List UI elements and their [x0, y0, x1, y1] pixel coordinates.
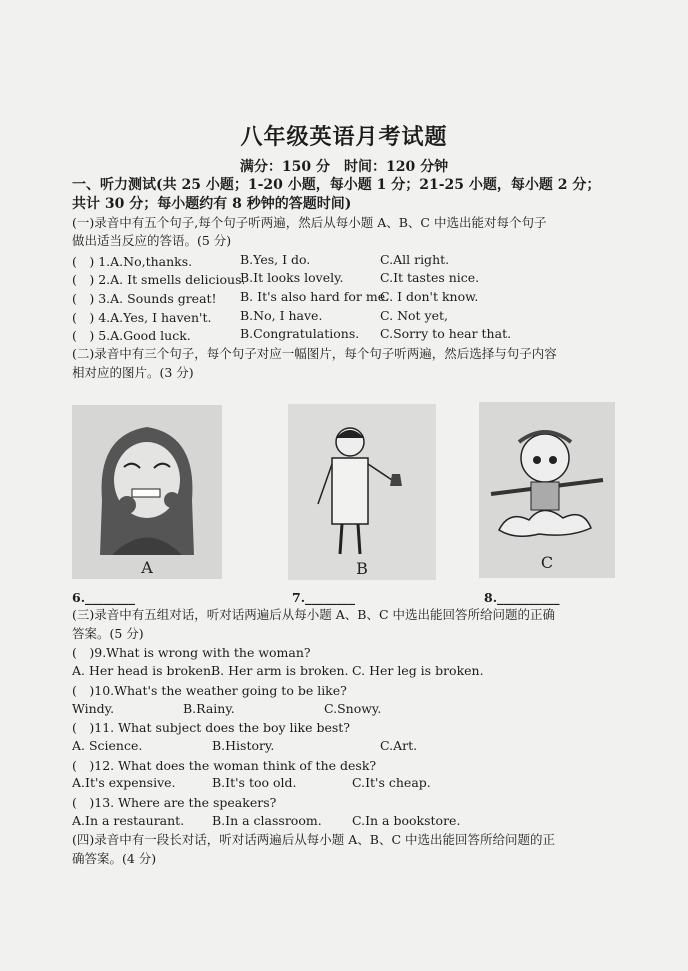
exam-meta: 满分：150 分 时间：120 分钟 — [239, 159, 449, 175]
option-b: B. It's also hard for me. — [240, 289, 390, 304]
crying-woman-illustration — [72, 405, 222, 579]
option-b: B. Her arm is broken. — [211, 663, 349, 678]
option-a: A. Her head is broken. — [72, 663, 215, 678]
question-text: ( )12. What does the woman think of the desk? — [72, 758, 377, 773]
question-number-option-a: ( ) 2.A. It smells delicious. — [72, 272, 246, 287]
question-number-option-a: ( ) 5.A.Good luck. — [72, 328, 191, 343]
option-c: C.All right. — [380, 252, 450, 267]
option-c: C.It tastes nice. — [380, 270, 480, 285]
option-b: B.Rainy. — [183, 701, 235, 716]
answer-blank-8[interactable]: 8.__________ — [484, 590, 560, 605]
option-a: A.It's expensive. — [72, 775, 176, 790]
part3-instruction-line2: 答案。(5 分) — [72, 626, 144, 641]
answer-blank-6[interactable]: 6.________ — [72, 590, 136, 605]
monkey-king-illustration — [479, 402, 615, 578]
page-title: 八年级英语月考试题 — [240, 124, 448, 150]
part1-instruction-line1: (一)录音中有五个句子,每个句子听两遍，然后从每小题 A、B、C 中选出能对每个句子 — [72, 215, 547, 230]
question-text: ( )11. What subject does the boy like best? — [72, 720, 350, 735]
question-text: ( )9.What is wrong with the woman? — [72, 645, 311, 660]
option-b: B.It's too old. — [212, 775, 297, 790]
section-heading-line2: 共计 30 分；每小题约有 8 秒钟的答题时间) — [72, 196, 352, 212]
picture-a-label: A — [141, 558, 153, 577]
option-b: B.Yes, I do. — [240, 252, 311, 267]
option-b: B.It looks lovely. — [240, 270, 344, 285]
picture-c — [479, 402, 615, 578]
option-a: A.In a restaurant. — [72, 813, 185, 828]
answer-blank-7[interactable]: 7.________ — [292, 590, 356, 605]
part3-instruction-line1: (三)录音中有五组对话，听对话两遍后从每小题 A、B、C 中选出能回答所给问题的正确 — [72, 607, 555, 622]
option-c: C.In a bookstore. — [352, 813, 461, 828]
option-a: Windy. — [72, 701, 115, 716]
section-heading-line1: 一、听力测试(共 25 小题；1-20 小题，每小题 1 分；21-25 小题，每小题 2 分； — [72, 177, 601, 193]
option-c: C.Snowy. — [324, 701, 382, 716]
part2-instruction-line1: (二)录音中有三个句子，每个句子对应一幅图片，每个句子听两遍，然后选择与句子内容 — [72, 346, 557, 361]
picture-b — [288, 404, 436, 580]
option-b: B.Congratulations. — [240, 326, 360, 341]
picture-b-label: B — [356, 559, 368, 578]
question-number-option-a: ( ) 1.A.No,thanks. — [72, 254, 193, 269]
part1-instruction-line2: 做出适当反应的答语。(5 分) — [72, 233, 232, 248]
part4-instruction-line1: (四)录音中有一段长对话，听对话两遍后从每小题 A、B、C 中选出能回答所给问题的正 — [72, 832, 555, 847]
part2-instruction-line2: 相对应的图片。(3 分) — [72, 365, 194, 380]
option-b: B.No, I have. — [240, 308, 323, 323]
option-c: C.Art. — [380, 738, 418, 753]
option-a: A. Science. — [72, 738, 143, 753]
question-number-option-a: ( ) 4.A.Yes, I haven't. — [72, 310, 212, 325]
option-c: C. I don't know. — [380, 289, 479, 304]
option-c: C. Not yet, — [380, 308, 448, 323]
part4-instruction-line2: 确答案。(4 分) — [72, 851, 157, 866]
question-text: ( )10.What's the weather going to be like? — [72, 683, 347, 698]
question-text: ( )13. Where are the speakers? — [72, 795, 277, 810]
man-with-bell-illustration — [288, 404, 436, 580]
option-b: B.In a classroom. — [212, 813, 322, 828]
option-b: B.History. — [212, 738, 275, 753]
option-c: C.It's cheap. — [352, 775, 431, 790]
picture-a — [72, 405, 222, 579]
picture-c-label: C — [540, 553, 554, 572]
option-c: C.Sorry to hear that. — [380, 326, 512, 341]
question-number-option-a: ( ) 3.A. Sounds great! — [72, 291, 217, 306]
option-c: C. Her leg is broken. — [352, 663, 484, 678]
